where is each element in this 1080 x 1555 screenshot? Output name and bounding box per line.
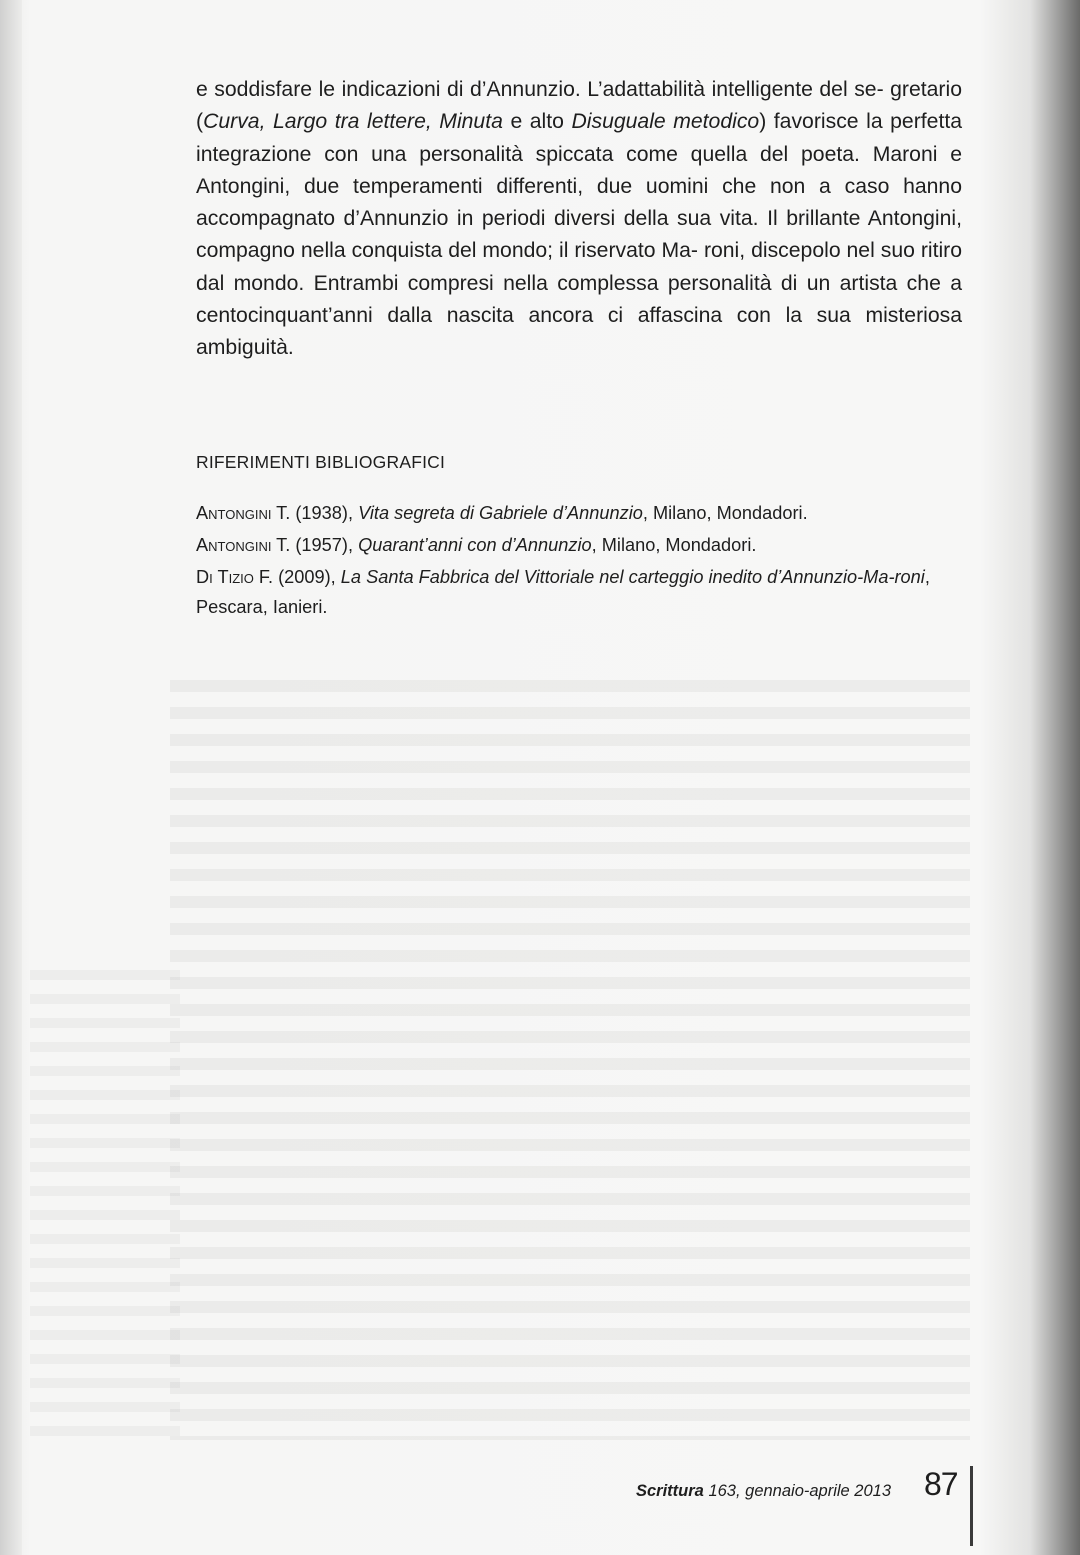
- article-paragraph: e soddisfare le indicazioni di d’Annunzio. L’adattabilità intelligente del se- gretario (Curva, Largo tra lettere, Minuta e alto Disuguale metodico) favorisce la perfetta integrazione con una personalità spiccata come quella del poeta. Maroni e Antongini, due temperamenti differenti, due uomini che non a caso hanno accompagnato d’Annunzio in periodi diversi della sua vita. Il brillante Antongini, compagno nella conquista del mondo; il riservato Ma- roni, discepolo nel suo ritiro dal mondo. Entrambi compresi nella complessa personalità di un artista che a centocinquant’anni dalla nascita ancora ci affascina con la sua misteriosa ambiguità.: [196, 78, 963, 360]
- references-heading: RIFERIMENTI BIBLIOGRAFICI: [196, 452, 446, 472]
- reference-item: Di Tizio F. (2009), La Santa Fabbrica del Vittoriale nel carteggio inedito d’Annunzio-Ma-roni, Pescara, Ianieri.: [196, 567, 930, 617]
- page-footer: [636, 1466, 976, 1510]
- journal-name: Scrittura: [636, 1482, 704, 1500]
- journal-issue: 163, gennaio-aprile 2013: [703, 1482, 892, 1500]
- references-list: [196, 498, 966, 624]
- article-body: [196, 74, 962, 365]
- page-edge: [0, 0, 22, 1555]
- reference-item: Antongini T. (1957), Quarant’anni con d’Annunzio, Milano, Mondadori.: [196, 535, 757, 555]
- page-number: 87: [924, 1466, 958, 1502]
- reference-item: Antongini T. (1938), Vita segreta di Gabriele d’Annunzio, Milano, Mondadori.: [196, 503, 808, 523]
- footer-rule: [970, 1466, 973, 1546]
- journal-citation: [636, 1482, 891, 1501]
